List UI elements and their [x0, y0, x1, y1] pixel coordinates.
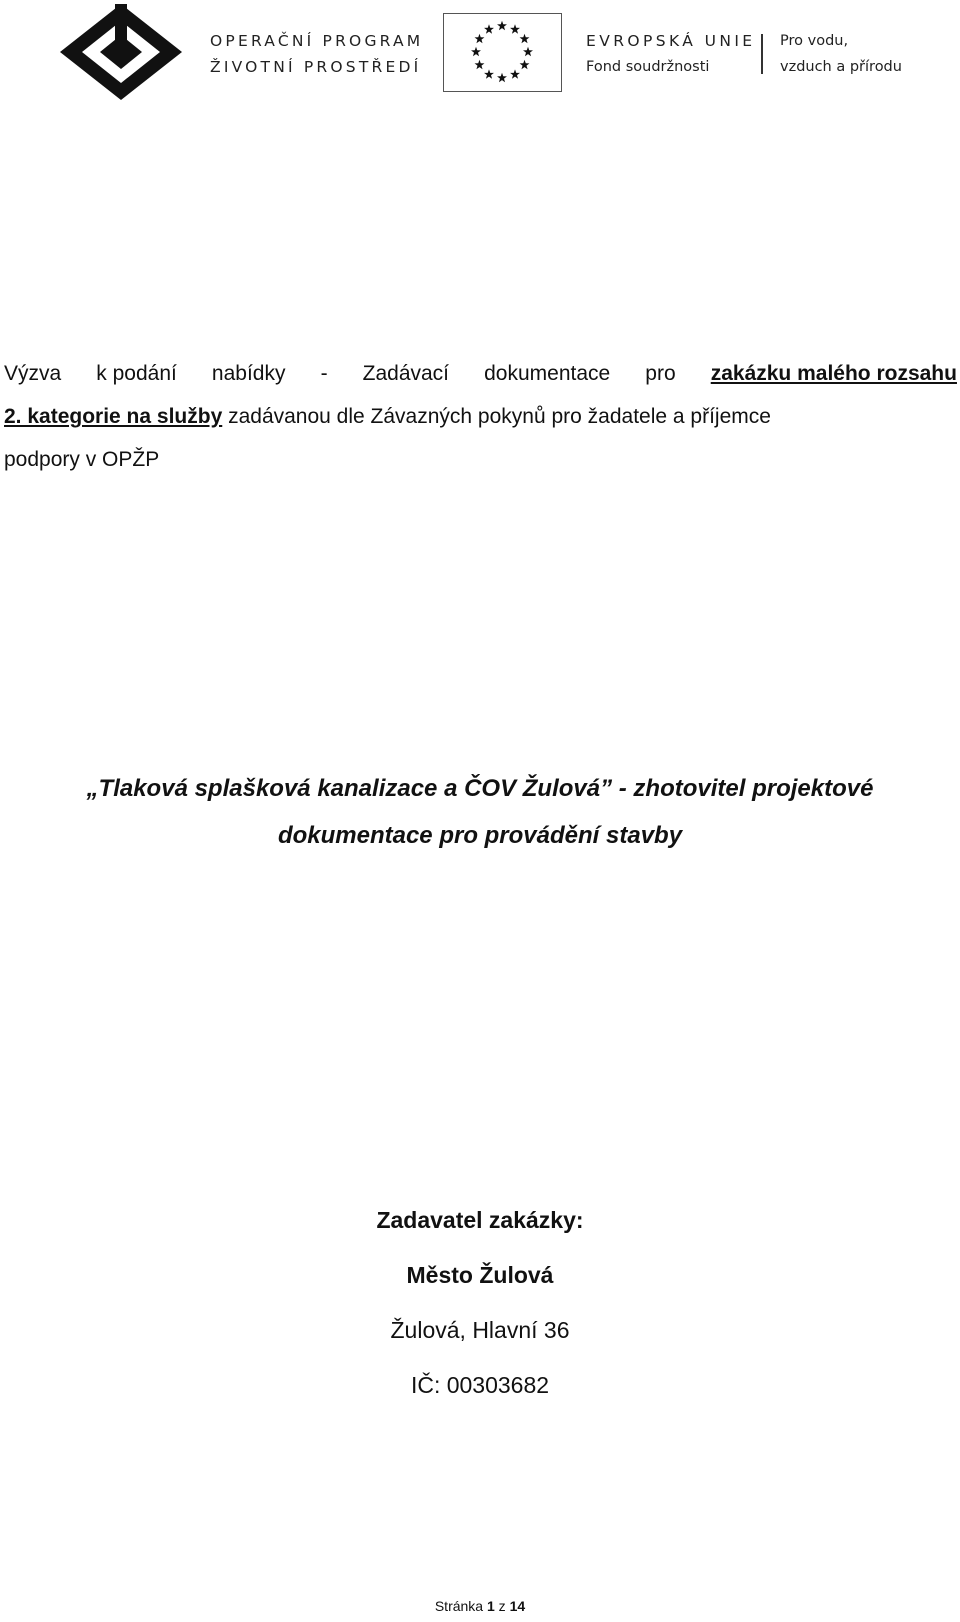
project-title-line1: „Tlaková splašková kanalizace a ČOV Žulová” - zhotovitel projektové [86, 775, 874, 802]
intro-word: k podání [96, 362, 177, 385]
page-number [0, 1598, 960, 1614]
intro-word: Zadávací [362, 362, 450, 385]
project-title [0, 765, 960, 859]
eu-star-icon [520, 34, 530, 43]
client-block [0, 1205, 960, 1425]
page-word: Stránka [434, 1598, 484, 1614]
intro-line-3 [4, 438, 957, 481]
eu-star-icon [484, 69, 494, 78]
page-of: z [498, 1598, 506, 1614]
eu-stars-icon [444, 14, 560, 90]
intro-line-2 [4, 395, 957, 438]
eu-fund: Fond soudržnosti [586, 59, 710, 75]
page-current: 1 [486, 1598, 495, 1614]
eu-star-icon [484, 24, 494, 33]
eu-name: EVROPSKÁ UNIE [586, 32, 756, 50]
op-name-line1: OPERAČNÍ PROGRAM [210, 32, 424, 50]
op-name-line2: ŽIVOTNÍ PROSTŘEDÍ [210, 58, 422, 76]
eu-star-icon [471, 47, 481, 56]
intro-word: Výzva [4, 362, 62, 385]
eu-star-icon [523, 47, 533, 56]
eu-star-icon [497, 73, 507, 82]
intro-paragraph [4, 352, 957, 481]
slogan-line1: Pro vodu, [780, 33, 849, 49]
client-ic: IČ: 00303682 [410, 1372, 550, 1398]
project-title-line2: dokumentace pro provádění stavby [277, 822, 683, 849]
header-divider [761, 34, 763, 74]
contract-type-emphasis: zakázku malého rozsahu [710, 362, 957, 385]
eu-star-icon [475, 34, 485, 43]
eu-flag [443, 13, 562, 92]
eu-star-icon [510, 69, 520, 78]
eu-star-icon [520, 60, 530, 69]
opzp-logo-icon [60, 4, 182, 100]
eu-star-icon [510, 24, 520, 33]
slogan [780, 28, 902, 80]
intro-word: pro [645, 362, 676, 385]
client-label: Zadavatel zakázky: [376, 1207, 584, 1233]
op-program-name [210, 28, 423, 80]
intro-text: zadávanou dle Závazných pokynů pro žadatele a příjemce [228, 405, 771, 428]
eu-label [586, 28, 755, 80]
intro-word: - [320, 362, 328, 385]
client-name: Město Žulová [406, 1262, 554, 1288]
intro-text: podpory v OPŽP [4, 448, 160, 471]
eu-star-icon [497, 21, 507, 30]
contract-category-emphasis: 2. kategorie na služby [4, 405, 223, 428]
client-address: Žulová, Hlavní 36 [390, 1317, 570, 1343]
slogan-line2: vzduch a přírodu [780, 59, 902, 75]
page-total: 14 [509, 1598, 526, 1614]
intro-line-1 [4, 352, 957, 395]
intro-word: nabídky [211, 362, 286, 385]
eu-star-icon [475, 60, 485, 69]
intro-word: dokumentace [484, 362, 611, 385]
